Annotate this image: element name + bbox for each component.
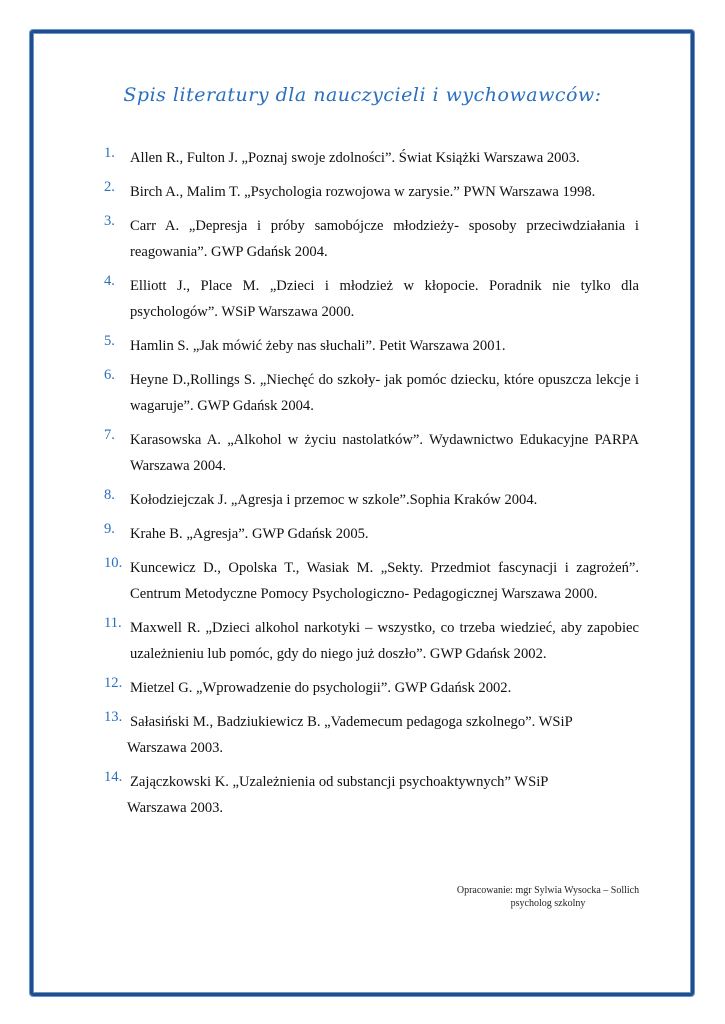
item-text-continuation: uzależnieniu lub pomóc, gdy do niego już doszło”. GWP Gdańsk 2002. bbox=[130, 646, 547, 662]
item-number: 5. bbox=[104, 333, 115, 349]
item-number: 1. bbox=[104, 145, 115, 161]
list-item bbox=[104, 769, 639, 821]
item-text-continuation: wagaruje”. GWP Gdańsk 2004. bbox=[130, 398, 314, 414]
item-number: 9. bbox=[104, 521, 115, 537]
list-item bbox=[104, 145, 639, 171]
item-number: 8. bbox=[104, 487, 115, 503]
item-number: 4. bbox=[104, 273, 115, 289]
item-text: Sałasiński M., Badziukiewicz B. „Vademecum pedagoga szkolnego”. WSiP bbox=[130, 714, 573, 730]
item-text-continuation: Warszawa 2004. bbox=[130, 458, 227, 474]
item-text-continuation: Warszawa 2003. bbox=[127, 740, 224, 756]
list-item bbox=[104, 273, 639, 325]
item-text-continuation: Centrum Metodyczne Pomocy Psychologiczno- Pedagogicznej Warszawa 2000. bbox=[130, 586, 598, 602]
item-text: Kuncewicz D., Opolska T., Wasiak M. „Sekty. Przedmiot fascynacji i zagrożeń”. bbox=[130, 560, 639, 576]
item-text: Birch A., Malim T. „Psychologia rozwojowa w zarysie.” PWN Warszawa 1998. bbox=[130, 184, 596, 200]
item-number: 13. bbox=[104, 709, 123, 725]
item-text-continuation: Warszawa 2003. bbox=[127, 800, 224, 816]
item-number: 11. bbox=[104, 615, 122, 631]
item-text: Maxwell R. „Dzieci alkohol narkotyki – wszystko, co trzeba wiedzieć, aby zapobiec bbox=[130, 620, 639, 636]
list-item bbox=[104, 367, 639, 419]
item-number: 3. bbox=[104, 213, 115, 229]
footer-signature bbox=[418, 884, 678, 910]
item-number: 14. bbox=[104, 769, 123, 785]
item-text: Mietzel G. „Wprowadzenie do psychologii”. GWP Gdańsk 2002. bbox=[130, 680, 512, 696]
item-number: 2. bbox=[104, 179, 115, 195]
item-text: Elliott J., Place M. „Dzieci i młodzież w kłopocie. Poradnik nie tylko dla bbox=[130, 278, 639, 294]
list-item bbox=[104, 179, 639, 205]
footer-role: psycholog szkolny bbox=[510, 898, 586, 909]
item-number: 12. bbox=[104, 675, 123, 691]
page-title: Spis literatury dla nauczycieli i wychowawców: bbox=[123, 84, 602, 106]
list-item bbox=[104, 555, 639, 607]
item-text: Karasowska A. „Alkohol w życiu nastolatków”. Wydawnictwo Edukacyjne PARPA bbox=[130, 432, 639, 448]
item-number: 10. bbox=[104, 555, 123, 571]
item-text: Allen R., Fulton J. „Poznaj swoje zdolności”. Świat Książki Warszawa 2003. bbox=[130, 150, 580, 166]
item-text-continuation: reagowania”. GWP Gdańsk 2004. bbox=[130, 244, 328, 260]
item-number: 7. bbox=[104, 427, 115, 443]
list-item bbox=[104, 427, 639, 479]
list-item bbox=[104, 213, 639, 265]
item-text: Zajączkowski K. „Uzależnienia od substancji psychoaktywnych” WSiP bbox=[130, 774, 549, 790]
item-number: 6. bbox=[104, 367, 115, 383]
list-item bbox=[104, 521, 639, 547]
item-text: Hamlin S. „Jak mówić żeby nas słuchali”. Petit Warszawa 2001. bbox=[130, 338, 506, 354]
item-text: Kołodziejczak J. „Agresja i przemoc w szkole”.Sophia Kraków 2004. bbox=[130, 492, 538, 508]
bibliography-list bbox=[104, 145, 639, 829]
item-text: Heyne D.,Rollings S. „Niechęć do szkoły- jak pomóc dziecku, które opuszcza lekcje i bbox=[130, 372, 639, 388]
list-item bbox=[104, 709, 639, 761]
list-item bbox=[104, 675, 639, 701]
list-item bbox=[104, 615, 639, 667]
item-text: Carr A. „Depresja i próby samobójcze młodzieży- sposoby przeciwdziałania i bbox=[130, 218, 639, 234]
item-text-continuation: psychologów”. WSiP Warszawa 2000. bbox=[130, 304, 355, 320]
footer-author: Opracowanie: mgr Sylwia Wysocka – Sollich bbox=[456, 885, 640, 896]
list-item bbox=[104, 333, 639, 359]
item-text: Krahe B. „Agresja”. GWP Gdańsk 2005. bbox=[130, 526, 369, 542]
list-item bbox=[104, 487, 639, 513]
